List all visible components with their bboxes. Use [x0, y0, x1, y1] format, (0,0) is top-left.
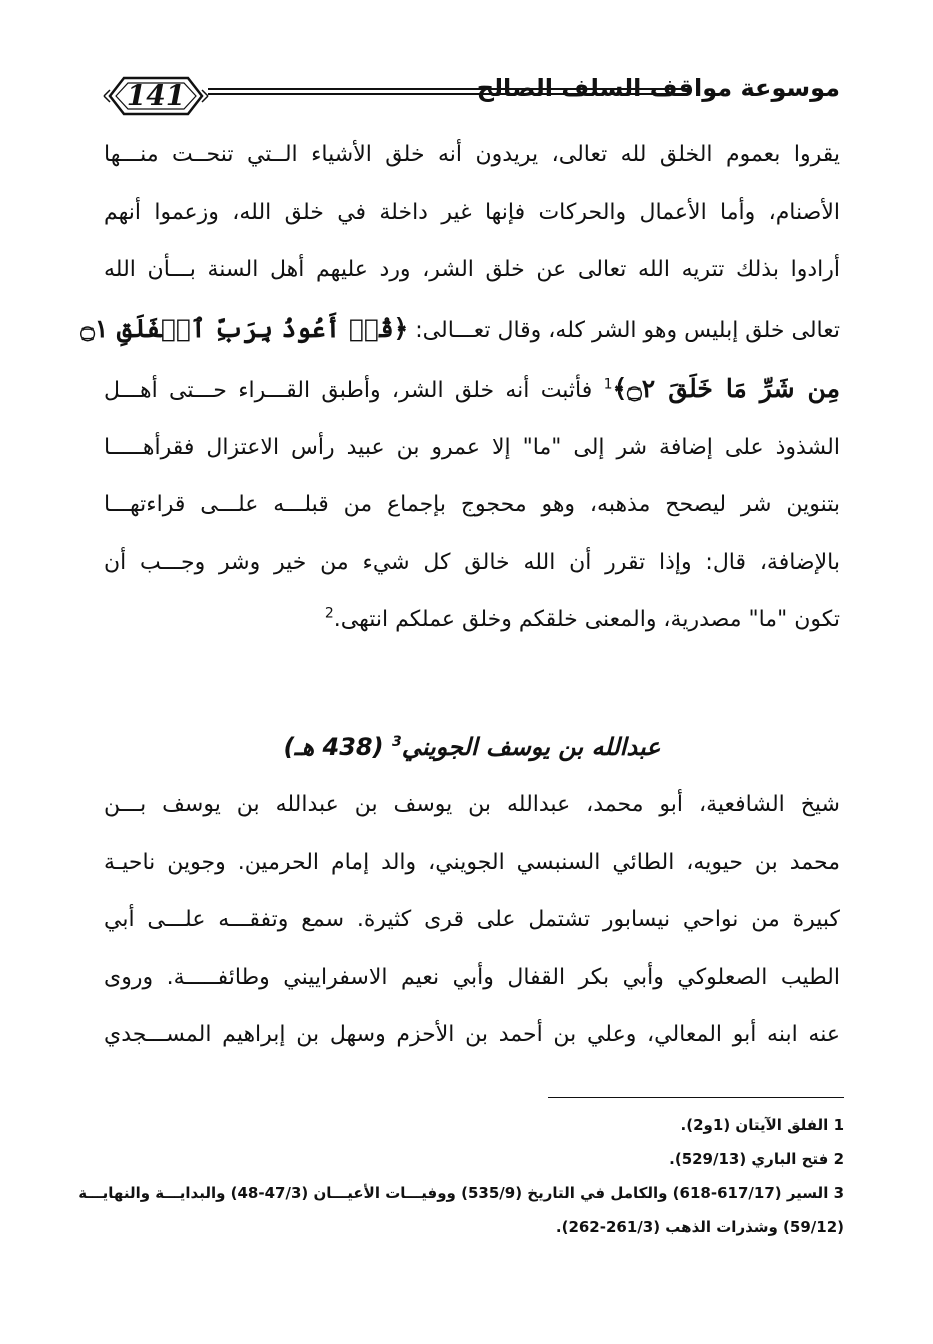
text-line: محمد بن حيويه، الطائي السنبسي الجويني، والد إمام الحرمين. وجوين ناحيـة [104, 849, 840, 875]
text-line: الطيب الصعلوكي وأبي بكر القفال وأبي نعيم الاسفراييني وطائفـــــة. وروى [104, 964, 840, 990]
series-title: موسوعة مواقف السلف الصالح [476, 74, 840, 102]
page-number: 141 [126, 79, 186, 112]
biography-text [104, 776, 840, 1064]
section-name: عبدالله بن يوسف الجويني [401, 733, 661, 761]
footnote-item: 1 الفلق الآيتان (1و2). [680, 1116, 844, 1134]
text-line: يقروا بعموم الخلق لله تعالى، يريدون أنه خلق الأشياء الــتي تنحــت منـــها [104, 142, 840, 167]
text-line: بالإضافة، قال: وإذا تقرر أن الله خالق كل شيء من خير وشر وجـــب أن [104, 549, 840, 575]
text-segment: فأثبت أنه خلق الشر، وأطبق القـــراء حـــتى أهـــل [104, 377, 593, 403]
text-line: الشذوذ على إضافة شر إلى "ما" إلا عمرو بن عبيد رأس الاعتزال فقرأهـــــا [104, 434, 840, 460]
quran-verse: مِن شَرِّ مَا خَلَقَ ۝٢﴾ [612, 373, 840, 403]
main-text [80, 126, 840, 649]
footnotes [78, 1108, 844, 1244]
text-line: أرادوا بذلك تتريه الله تعالى عن خلق الشر، ورد عليهم أهل السنة بـــأن الله [104, 257, 840, 282]
footnote-item: 2 فتح الباري (529/13). [669, 1150, 844, 1168]
text-line: شيخ الشافعية، أبو محمد، عبدالله بن يوسف بن عبدالله بن يوسف بـــن [104, 792, 840, 817]
footnote-item: (59/12) وشذرات الذهب (261/3-262). [555, 1218, 844, 1236]
footnote-item: 3 السير (617/17-618) والكامل في التاريخ (535/9) ووفيـــات الأعيـــان (47/3-48) والبدايـــة والنهايـــة [78, 1184, 844, 1202]
footnote-ref: 1 [603, 376, 613, 393]
text-line [104, 591, 840, 649]
text-line [80, 299, 840, 359]
section-date: (438 هـ) [283, 733, 384, 761]
text-line: عنه ابنه أبو المعالي، وعلي بن أحمد بن الأحزم وسهل بن إبراهيم المســـجدي [104, 1022, 840, 1047]
text-line: بتنوين شر ليصحح مذهبه، وهو محجوج بإجماع من قبلـــه علـــى قراءتهـــا [104, 492, 840, 517]
quran-verse: ﴿قُلۡ أَعُوذُ بِرَبِّ ٱلۡفَلَقِ ۝١ [80, 313, 409, 343]
footnote-ref: 2 [324, 605, 334, 622]
text-line: الأصنام، وأما الأعمال والحركات فإنها غير داخلة في خلق الله، وزعموا أنهم [104, 199, 840, 225]
page-number-badge [104, 72, 208, 120]
section-heading [104, 722, 840, 772]
footnote-separator [548, 1097, 844, 1098]
text-line [104, 359, 840, 419]
text-segment: تكون "ما" مصدرية، والمعنى خلقكم وخلق عملكم انتهى. [333, 607, 840, 632]
footnote-ref: 3 [391, 734, 402, 750]
text-segment: تعالى خلق إبليس وهو الشر كله، وقال تعـــالى: [415, 317, 840, 343]
page-header [100, 66, 840, 126]
text-line: كبيرة من نواحي نيسابور تشتمل على قرى كثيرة. سمع وتفقـــه علـــى أبي [104, 907, 840, 932]
